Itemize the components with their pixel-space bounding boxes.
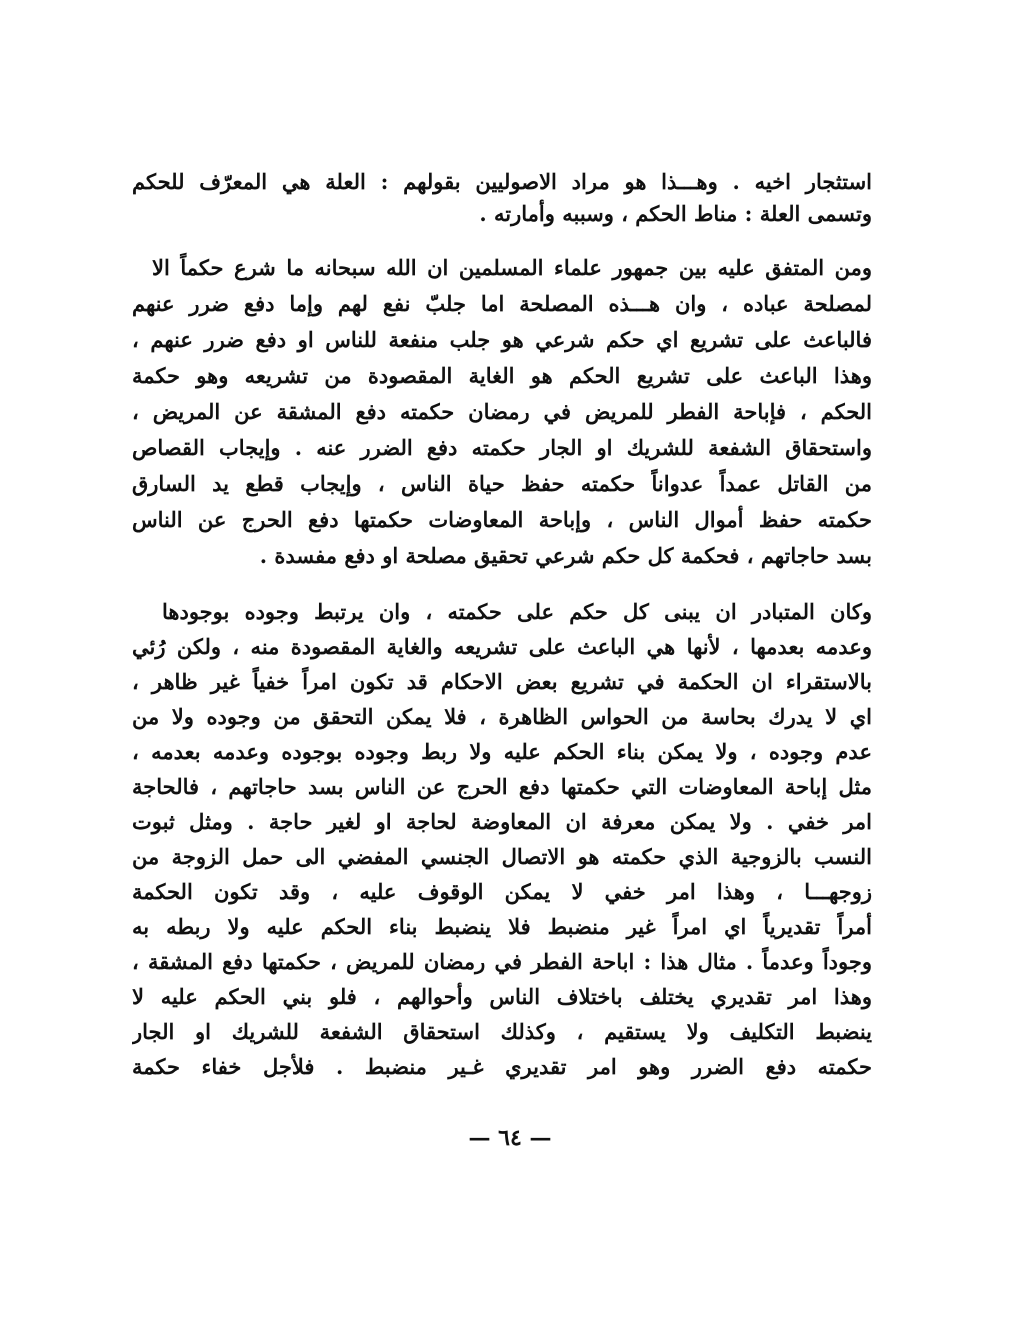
text-line: أمراً تقديرياً اي امراً غير منضبط فلا ينضبط بناء الحكم عليه ولا ربطه به <box>132 914 872 939</box>
text-line: لمصلحة عباده ، وان هـــذه المصلحة اما جلبّ نفع لهم وإما دفع ضرر عنهم <box>132 291 872 316</box>
text-line: عدم وجوده ، ولا يمكن بناء الحكم عليه ولا ربط وجوده بوجوده وعدمه بعدمه ، <box>132 739 872 764</box>
paragraph-1 <box>132 166 872 230</box>
text-line: وتسمى العلة : مناط الحكم ، وسببه وأمارته . <box>479 201 872 226</box>
text-line: حكمته دفع الضرر وهو امر تقديري غـير منضبط . فلأجل خفاء حكمة <box>132 1054 872 1079</box>
text-line: فالباعث على تشريع اي حكم شرعي هو جلب منفعة للناس او دفع ضرر عنهم ، <box>132 327 872 352</box>
text-line: من القاتل عمداً عدواناً حكمته حفظ حياة الناس ، وإيجاب قطع يد السارق <box>132 471 872 496</box>
text-line: بسد حاجاتهم ، فحكمة كل حكم شرعي تحقيق مصلحة او دفع مفسدة . <box>259 543 872 568</box>
text-line: الحكم ، فإباحة الفطر للمريض في رمضان حكمته دفع المشقة عن المريض ، <box>132 399 872 424</box>
text-line: بالاستقراء ان الحكمة في تشريع بعض الاحكام قد تكون امراً خفياً غير ظاهر ، <box>132 669 872 694</box>
text-line: زوجهـــا ، وهذا امر خفي لا يمكن الوقوف عليه ، وقد تكون الحكمة <box>132 879 872 904</box>
page-number: — ٦٤ — <box>468 1125 552 1151</box>
paragraph-3 <box>132 596 872 1096</box>
paragraph-2 <box>132 252 872 576</box>
text-line: حكمته حفظ أموال الناس ، وإباحة المعاوضات حكمتها دفع الحرج عن الناس <box>132 507 872 532</box>
text-line: وهذا امر تقديري يختلف باختلاف الناس وأحوالهم ، فلو بني الحكم عليه لا <box>132 984 872 1009</box>
text-line: وكان المتبادر ان يبنى كل حكم على حكمته ، وان يرتبط وجوده بوجودها <box>162 599 872 624</box>
text-line: وجوداً وعدماً . مثال هذا : اباحة الفطر في رمضان للمريض ، حكمتها دفع المشقة ، <box>132 949 872 974</box>
text-line: وهذا الباعث على تشريع الحكم هو الغاية المقصودة من تشريعه وهو حكمة <box>132 363 872 388</box>
text-line: استثجار اخيه . وهـــذا هو مراد الاصوليين بقولهم : العلة هي المعرّف للحكم <box>132 169 872 194</box>
text-line: ومن المتفق عليه بين جمهور علماء المسلمين ان الله سبحانه ما شرع حكماً الا <box>152 255 872 280</box>
text-line: وعدمه بعدمها ، لأنها هي الباعث على تشريعه والغاية المقصودة منه ، ولكن رُئي <box>132 634 872 659</box>
text-line: امر خفي . ولا يمكن معرفة ان المعاوضة لحاجة او لغير حاجة . ومثل ثبوت <box>132 809 872 834</box>
text-line: النسب بالزوجية الذي حكمته هو الاتصال الجنسي المفضي الى حمل الزوجة من <box>132 844 872 869</box>
text-line: ينضبط التكليف ولا يستقيم ، وكذلك استحقاق الشفعة للشريك او الجار <box>132 1019 872 1044</box>
text-line: واستحقاق الشفعة للشريك او الجار حكمته دفع الضرر عنه . وإيجاب القصاص <box>132 435 872 460</box>
text-line: اي لا يدرك بحاسة من الحواس الظاهرة ، فلا يمكن التحقق من وجوده ولا من <box>132 704 872 729</box>
text-line: مثل إباحة المعاوضات التي حكمتها دفع الحرج عن الناس بسد حاجاتهم ، فالحاجة <box>132 774 872 799</box>
